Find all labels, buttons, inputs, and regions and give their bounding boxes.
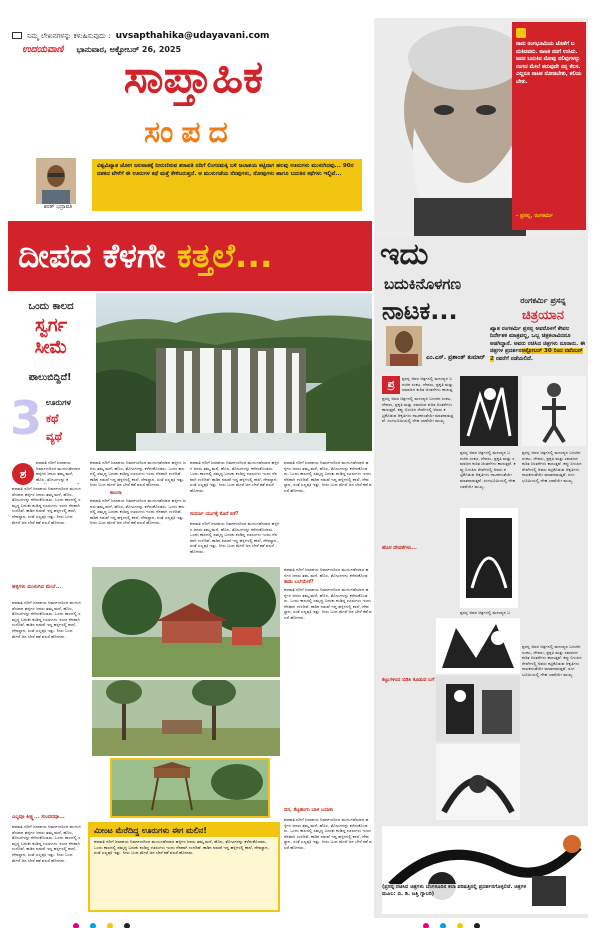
left-col-1-top: ಶರಾವತಿ ನದಿಗೆ ಜಲಾಶಯ ನಿರ್ಮಾಣದಿಂದ ಮುಳುಗಡೆಯಾದ ಹಳ್ಳಿಗಳ ಜನರು ತಮ್ಮ ಮನೆ, ಹೊಲ, ತೋಟಗಳನ್ನು ಕ [36,460,81,482]
masthead-contact [12,23,372,41]
reg-dot-cyan-2 [440,923,446,928]
reg-dot-magenta [73,923,79,928]
reporter-name: ಶರತ್ ಭದ್ರಾವತಿ [43,204,73,210]
side-label-4: ಪಾಲುಬಿದ್ದಿದೆ! [28,372,72,383]
reporter-illustration [36,158,76,204]
right-sub-1: ಹೊಸ ದೇವತೆಗಳು... [382,545,417,551]
left-col-1: ಶರಾವತಿ ನದಿಗೆ ಜಲಾಶಯ ನಿರ್ಮಾಣದಿಂದ ಮುಳುಗಡೆಯಾದ ಹಳ್ಳಿಗಳ ಜನರು ತಮ್ಮ ಮನೆ, ಹೊಲ, ತೋಟಗಳನ್ನು ಕಳೆದುಕೊಂಡರು. ಒಂದು ಕಾಲದಲ್ಲಿ ಸಮೃದ್ಧ ಬದುಕು ಕಂಡಿದ್ದ ಊರುಗಳು ಇಂದು ನೆನಪಾಗಿ ಉಳಿದಿವೆ. ಕಾಡಿನ ನಡುವೆ ಇದ್ದ ಹಳ್ಳಿಗಳಲ್ಲಿ ಶಾಲೆ, ದೇವಸ್ಥಾನ, ಸಂತೆ ಎಲ್ಲವೂ ಇತ್ತು. ನೀರು ಬಂದ ಮೇಲೆ ಜನ ಬೇರೆ ಕಡೆ ವಲಸೆ ಹೋದರು. [12,486,81,525]
left-col-2: ಶರಾವತಿ ನದಿಗೆ ಜಲಾಶಯ ನಿರ್ಮಾಣದಿಂದ ಮುಳುಗಡೆಯಾದ ಹಳ್ಳಿಗಳ ಜನರು ತಮ್ಮ ಮನೆ, ಹೊಲ, ತೋಟಗಳನ್ನು ಕಳೆದುಕೊಂಡರು. ಒಂದು ಕಾಲದಲ್ಲಿ ಸಮೃದ್ಧ ಬದುಕು ಕಂಡಿದ್ದ ಊರುಗಳು ಇಂದು ನೆನಪಾಗಿ ಉಳಿದಿವೆ. ಕಾಡಿನ ನಡುವೆ ಇದ್ದ ಹಳ್ಳಿಗಳಲ್ಲಿ ಶಾಲೆ, ದೇವಸ್ಥಾನ, ಸಂತೆ ಎಲ್ಲವೂ ಇತ್ತು. ನೀರು ಬಂದ ಮೇಲೆ ಜನ ಬೇರೆ ಕಡೆ ವಲಸೆ ಹೋದರು. [90,460,186,488]
waterfall-illustration [96,293,372,451]
reg-dot-black [124,923,130,928]
quote-mark-icon [516,28,526,38]
left-col-3b: ಶರಾವತಿ ನದಿಗೆ ಜಲಾಶಯ ನಿರ್ಮಾಣದಿಂದ ಮುಳುಗಡೆಯಾದ ಹಳ್ಳಿಗಳ ಜನರು ತಮ್ಮ ಮನೆ, ಹೊಲ, ತೋಟಗಳನ್ನು ಕಳೆದುಕೊಂಡರು. ಒಂದು ಕಾಲದಲ್ಲಿ ಸಮೃದ್ಧ ಬದುಕು ಕಂಡಿದ್ದ ಊರುಗಳು ಇಂದು ನೆನಪಾಗಿ ಉಳಿದಿವೆ. ಕಾಡಿನ ನಡುವೆ ಇದ್ದ ಹಳ್ಳಿಗಳಲ್ಲಿ ಶಾಲೆ, ದೇವಸ್ಥಾನ, ಸಂತೆ ಎಲ್ಲವೂ ಇತ್ತು. ನೀರು ಬಂದ ಮೇಲೆ ಜನ ಬೇರೆ ಕಡೆ ವಲಸೆ ಹೋದರು. [190,521,280,554]
right-reporter-illustration [386,326,422,366]
issue-date: ಭಾನುವಾರ, ಅಕ್ಟೋಬರ್ 26, 2025 [76,45,182,54]
right-col-1: ಪ್ರಸನ್ನ ಅವರ ಚಿತ್ರಗಳಲ್ಲಿ ಮನುಷ್ಯನ ಬದುಕಿನ ಸಂಕಟ, ದೇವರು, ಪ್ರಕೃತಿ ಮತ್ತು ಸಮಾಜದ ಕುರಿತ ಚಿಂತನೆಗಳು ಕಾಣುತ್ತ [402,376,453,393]
watchtower-illustration [112,760,268,816]
right-headline-3: ನಾಟಕ... [382,297,458,325]
sketch-illustration-2 [522,376,586,446]
quote-text: ನಾನು ರಂಗಭೂಮಿಯ ಜೊತೆಗೆ ಬದುಕಿದವನು. ನಾಟಕ ನನಗೆ ಉಸಿರು. ಜನರ ಬದುಕಿನ ನೋವು ನಲಿವುಗಳನ್ನು ರಂಗದ ಮೇಲೆ ತರುವುದೇ ನನ್ನ ಕೆಲಸ. ಎಲ್ಲರೂ ನಾಟಕ ನೋಡಬೇಕು, ಕಲಿಯಬೇಕು. [516,41,582,85]
left-col-4: ಶರಾವತಿ ನದಿಗೆ ಜಲಾಶಯ ನಿರ್ಮಾಣದಿಂದ ಮುಳುಗಡೆಯಾದ ಹಳ್ಳಿಗಳ ಜನರು ತಮ್ಮ ಮನೆ, ಹೊಲ, ತೋಟಗಳನ್ನು ಕಳೆದುಕೊಂಡರು. ಒಂದು ಕಾಲದಲ್ಲಿ ಸಮೃದ್ಧ ಬದುಕು ಕಂಡಿದ್ದ ಊರುಗಳು ಇಂದು ನೆನಪಾಗಿ ಉಳಿದಿವೆ. ಕಾಡಿನ ನಡುವೆ ಇದ್ದ ಹಳ್ಳಿಗಳಲ್ಲಿ ಶಾಲೆ, ದೇವಸ್ಥಾನ, ಸಂತೆ ಎಲ್ಲವೂ ಇತ್ತು. ನೀರು ಬಂದ ಮೇಲೆ ಜನ ಬೇರೆ ಕಡೆ ವಲಸೆ ಹೋದರು. [284,460,372,493]
side-label-2: ಸ್ವರ್ಗ [35,315,67,336]
right-col-3: ಪ್ರಸನ್ನ ಅವರ ಚಿತ್ರಗಳಲ್ಲಿ ಮನುಷ್ಯನ ಬದುಕಿನ ಸಂಕಟ, ದೇವರು, ಪ್ರಕೃತಿ ಮತ್ತು ಸಮಾಜದ ಕುರಿತ ಚಿಂತನೆಗಳು ಕಾಣುತ್ತವೆ. ಕಪ್ಪು ಬಿಳುಪಿನ ರೇಖೆಗಳಲ್ಲಿ ಅವರು ಕಟ್ಟಿಕೊಡುವ ಆಕೃತಿಗಳು ನಾಟಕದಂತೆಯೇ ಮಾತನಾಡುತ್ತವೆ. ರಂಗಭೂಮಿಯಲ್ಲಿ ದೇಹ ಭಾಷೆಯೇ ಮುಖ್ಯ. [522,450,582,483]
left-intro: ವಿಶ್ವವಿಖ್ಯಾತ ಜೋಗ ಜಲಪಾತಕ್ಕೆ ನೀರುಣಿಸುವ ಶರಾವತಿ ನದಿಗೆ ಲಿಂಗನಮಕ್ಕಿ ಬಳಿ ಜಲಾಶಯ ಕಟ್ಟಿದಾಗ ಹಲವು ಊರುಗಳು ಮುಳುಗಿದವು... 90ರ ದಶಕದ ವೇಳೆಗೆ ಈ ಊರುಗಳ ಕಥೆ ಮತ್ತೆ ಕೇಳಿಬರುತ್ತದೆ. ಆ ಮುಳುಗಡೆಯ ನೆನಪುಗಳು, ನೋವುಗಳು ಹಾಗೂ ಬದುಕಿನ ಕಥೆಗಳು ಇಲ್ಲಿವೆ... [92,159,362,211]
sketch-2 [522,376,586,446]
left-sub-6: ವನ, ಕೆಟ್ಟಹಂಗು ಬಾಳ ಬದುಕು [284,807,334,813]
watchtower-photo [110,758,270,818]
right-headline-5: ಚಿತ್ರಯಾನ [522,308,564,323]
sketch-1 [460,376,518,446]
right-intro [490,326,586,370]
right-intro-text: ಖ್ಯಾತ ರಂಗಕರ್ಮಿ ಪ್ರಸನ್ನ ಅವರೊಳಗೆ ಕೇವಲ ನಿರ್ದೇಶಕ ಮಾತ್ರವಲ್ಲ, ಒಬ್ಬ ಚಿತ್ರಕಲಾವಿದನೂ ಅಡಗಿದ್ದಾನೆ. ಅವರು ರಚಿಸಿದ ಚಿತ್ರಗಳು ನೂರಾರು. ಈ ಚಿತ್ರಗಳ ಪ್ರದರ್ಶನ [490,326,586,355]
registration-marks-right [420,914,560,924]
right-dropcap: ಪ್ರ [382,376,400,394]
left-headline [8,221,372,291]
masthead-subtitle: ಸಂಪದ [144,115,236,150]
sketch-illustration-5 [436,676,520,742]
left-col-3: ಶರಾವತಿ ನದಿಗೆ ಜಲಾಶಯ ನಿರ್ಮಾಣದಿಂದ ಮುಳುಗಡೆಯಾದ ಹಳ್ಳಿಗಳ ಜನರು ತಮ್ಮ ಮನೆ, ಹೊಲ, ತೋಟಗಳನ್ನು ಕಳೆದುಕೊಂಡರು. ಒಂದು ಕಾಲದಲ್ಲಿ ಸಮೃದ್ಧ ಬದುಕು ಕಂಡಿದ್ದ ಊರುಗಳು ಇಂದು ನೆನಪಾಗಿ ಉಳಿದಿವೆ. ಕಾಡಿನ ನಡುವೆ ಇದ್ದ ಹಳ್ಳಿಗಳಲ್ಲಿ ಶಾಲೆ, ದೇವಸ್ಥಾನ, ಸಂತೆ ಎಲ್ಲವೂ ಇತ್ತು. ನೀರು ಬಂದ ಮೇಲೆ ಜನ ಬೇರೆ ಕಡೆ ವಲಸೆ ಹೋದರು. [190,460,280,493]
left-sub-5: ಎಲ್ಲವೂ ತೀಕ್ಷ್ಣ... ಸುಂದರವೂ... [12,814,65,820]
sketch-5 [436,676,520,742]
reg-dot-yellow-2 [457,923,463,928]
village-photo-1 [92,567,280,677]
sketch-6 [436,744,520,820]
sketch-illustration-1 [460,376,518,446]
box-text: ಶರಾವತಿ ನದಿಗೆ ಜಲಾಶಯ ನಿರ್ಮಾಣದಿಂದ ಮುಳುಗಡೆಯಾದ ಹಳ್ಳಿಗಳ ಜನರು ತಮ್ಮ ಮನೆ, ಹೊಲ, ತೋಟಗಳನ್ನು ಕಳೆದುಕೊಂಡರು. ಒಂದು ಕಾಲದಲ್ಲಿ ಸಮೃದ್ಧ ಬದುಕು ಕಂಡಿದ್ದ ಊರುಗಳು ಇಂದು ನೆನಪಾಗಿ ಉಳಿದಿವೆ. ಕಾಡಿನ ನಡುವೆ ಇದ್ದ ಹಳ್ಳಿಗಳಲ್ಲಿ ಶಾಲೆ, ದೇವಸ್ಥಾನ, ಸಂತೆ ಎಲ್ಲವೂ ಇತ್ತು. ನೀರು ಬಂದ ಮೇಲೆ ಜನ ಬೇರೆ ಕಡೆ ವಲಸೆ ಹೋದರು. [94,839,269,856]
village-illustration-1 [92,567,280,677]
registration-marks-left [70,914,310,924]
reg-dot-cyan [90,923,96,928]
side-number: 3 [10,391,43,445]
sketch-illustration-6 [436,744,520,820]
contact-email[interactable]: uvsapthahika@udayavani.com [115,31,270,41]
side-label-6: ಕಥೆ [46,412,59,425]
right-col-2b: ಪ್ರಸನ್ನ ಅವರ ಚಿತ್ರಗಳಲ್ಲಿ ಮನುಷ್ಯನ ಬ [460,610,511,615]
sketch-illustration-3 [460,508,518,608]
left-col-1c: ಶರಾವತಿ ನದಿಗೆ ಜಲಾಶಯ ನಿರ್ಮಾಣದಿಂದ ಮುಳುಗಡೆಯಾದ ಹಳ್ಳಿಗಳ ಜನರು ತಮ್ಮ ಮನೆ, ಹೊಲ, ತೋಟಗಳನ್ನು ಕಳೆದುಕೊಂಡರು. ಒಂದು ಕಾಲದಲ್ಲಿ ಸಮೃದ್ಧ ಬದುಕು ಕಂಡಿದ್ದ ಊರುಗಳು ಇಂದು ನೆನಪಾಗಿ ಉಳಿದಿವೆ. ಕಾಡಿನ ನಡುವೆ ಇದ್ದ ಹಳ್ಳಿಗಳಲ್ಲಿ ಶಾಲೆ, ದೇವಸ್ಥಾನ, ಸಂತೆ ಎಲ್ಲವೂ ಇತ್ತು. ನೀರು ಬಂದ ಮೇಲೆ ಜನ ಬೇರೆ ಕಡೆ ವಲಸೆ ಹೋದರು. [12,824,81,863]
side-label-3: ಸೀಮೆ [34,337,68,358]
right-sub-2: ಕಟ್ಟುಗಳಿಂದ ಬಿಡಿಸಿ ಕೂಡುವ ಬಗೆ [382,677,435,683]
side-label-1: ಒಂದು ಕಾಲದ [28,301,74,312]
left-sub-3: ಸುವರ್ಣ ಯುಗಕ್ಕೆ ಕೊನೆ ಏಕೆ? [190,511,239,517]
paper-name: ಉದಯವಾಣಿ [22,44,64,55]
left-dropcap: ಶ [12,463,34,485]
side-label-7: ವ್ಯಥೆ [46,430,63,443]
headline-part-b: ಕತ್ತಲೆ... [177,236,273,275]
right-col-2: ಪ್ರಸನ್ನ ಅವರ ಚಿತ್ರಗಳಲ್ಲಿ ಮನುಷ್ಯನ ಬದುಕಿನ ಸಂಕಟ, ದೇವರು, ಪ್ರಕೃತಿ ಮತ್ತು ಸಮಾಜದ ಕುರಿತ ಚಿಂತನೆಗಳು ಕಾಣುತ್ತವೆ. ಕಪ್ಪು ಬಿಳುಪಿನ ರೇಖೆಗಳಲ್ಲಿ ಅವರು ಕಟ್ಟಿಕೊಡುವ ಆಕೃತಿಗಳು ನಾಟಕದಂತೆಯೇ ಮಾತನಾಡುತ್ತವೆ. ರಂಗಭೂಮಿಯಲ್ಲಿ ದೇಹ ಭಾಷೆಯೇ ಮುಖ್ಯ. [460,450,516,489]
left-sub-2: ಕಾಲರಾ [110,490,122,496]
mail-icon [12,32,22,39]
reporter-byline [32,204,84,211]
left-col-5: ಶರಾವತಿ ನದಿಗೆ ಜಲಾಶಯ ನಿರ್ಮಾಣದಿಂದ ಮುಳುಗಡೆಯಾದ ಹಳ್ಳಿಗಳ ಜನರು ತಮ್ಮ ಮನೆ, ಹೊಲ, ತೋಟಗಳನ್ನು ಕಳೆದುಕೊಂಡರು. ಒಂದು ಕಾಲದಲ್ಲಿ ಸಮೃದ್ಧ ಬದುಕು ಕಂಡಿದ್ದ ಊರುಗಳು ಇಂದು ನೆನಪಾಗಿ ಉಳಿದಿವೆ. ಕಾಡಿನ ನಡುವೆ ಇದ್ದ ಹಳ್ಳಿಗಳಲ್ಲಿ ಶಾಲೆ, ದೇವಸ್ಥಾನ, ಸಂತೆ ಎಲ್ಲವೂ ಇತ್ತು. ನೀರು ಬಂದ ಮೇಲೆ ಜನ ಬೇರೆ ಕಡೆ ವಲಸೆ ಹೋದರು. [284,587,372,620]
right-reporter-photo [386,326,422,366]
quote-box [512,22,586,230]
right-intro-end: ರವರೆಗೆ ನಡೆಯಲಿದೆ. [493,355,534,362]
box-title: ಮೀಂಟ ಮೆರೆದಿದ್ದ ಊರುಗಳು ಈಗ ಮಲಿನ! [90,824,278,837]
right-col-3b: ಪ್ರಸನ್ನ ಅವರ ಚಿತ್ರಗಳಲ್ಲಿ ಮನುಷ್ಯನ ಬದುಕಿನ ಸಂಕಟ, ದೇವರು, ಪ್ರಕೃತಿ ಮತ್ತು ಸಮಾಜದ ಕುರಿತ ಚಿಂತನೆಗಳು ಕಾಣುತ್ತವೆ. ಕಪ್ಪು ಬಿಳುಪಿನ ರೇಖೆಗಳಲ್ಲಿ ಅವರು ಕಟ್ಟಿಕೊಡುವ ಆಕೃತಿಗಳು ನಾಟಕದಂತೆಯೇ ಮಾತನಾಡುತ್ತವೆ. ರಂಗಭೂಮಿಯಲ್ಲಿ ದೇಹ ಭಾಷೆಯೇ ಮುಖ್ಯ. [522,644,582,677]
village-photo-2 [92,680,280,756]
left-col-2b: ಶರಾವತಿ ನದಿಗೆ ಜಲಾಶಯ ನಿರ್ಮಾಣದಿಂದ ಮುಳುಗಡೆಯಾದ ಹಳ್ಳಿಗಳ ಜನರು ತಮ್ಮ ಮನೆ, ಹೊಲ, ತೋಟಗಳನ್ನು ಕಳೆದುಕೊಂಡರು. ಒಂದು ಕಾಲದಲ್ಲಿ ಸಮೃದ್ಧ ಬದುಕು ಕಂಡಿದ್ದ ಊರುಗಳು ಇಂದು ನೆನಪಾಗಿ ಉಳಿದಿವೆ. ಕಾಡಿನ ನಡುವೆ ಇದ್ದ ಹಳ್ಳಿಗಳಲ್ಲಿ ಶಾಲೆ, ದೇವಸ್ಥಾನ, ಸಂತೆ ಎಲ್ಲವೂ ಇತ್ತು. ನೀರು ಬಂದ ಮೇಲೆ ಜನ ಬೇರೆ ಕಡೆ ವಲಸೆ ಹೋದರು. [90,498,186,526]
right-headline-1: ಇದು [380,237,429,272]
reg-dot-magenta-2 [423,923,429,928]
right-headline-2: ಬದುಕಿನೊಳಗಣ [384,275,462,293]
left-col-5b: ಶರಾವತಿ ನದಿಗೆ ಜಲಾಶಯ ನಿರ್ಮಾಣದಿಂದ ಮುಳುಗಡೆಯಾದ ಹಳ್ಳಿಗಳ ಜನರು ತಮ್ಮ ಮನೆ, ಹೊಲ, ತೋಟಗಳನ್ನು ಕಳೆದುಕೊಂಡರು. ಒಂದು ಕಾಲದಲ್ಲಿ ಸಮೃದ್ಧ ಬದುಕು ಕಂಡಿದ್ದ ಊರುಗಳು ಇಂದು ನೆನಪಾಗಿ ಉಳಿದಿವೆ. ಕಾಡಿನ ನಡುವೆ ಇದ್ದ ಹಳ್ಳಿಗಳಲ್ಲಿ ಶಾಲೆ, ದೇವಸ್ಥಾನ, ಸಂತೆ ಎಲ್ಲವೂ ಇತ್ತು. ನೀರು ಬಂದ ಮೇಲೆ ಜನ ಬೇರೆ ಕಡೆ ವಲಸೆ ಹೋದರು. [284,817,372,850]
left-box [88,822,280,912]
right-footer-note: (ಪ್ರಸನ್ನ ರಚಿಸಿದ ಚಿತ್ರಗಳು ಬೆಂಗಳೂರಿನ ಕಲಾ ಪರಿಷತ್ತಿನಲ್ಲಿ ಪ್ರದರ್ಶನಗೊಳ್ಳಲಿವೆ. ಚಿತ್ರಗಳ ಮೂಲ: ಬಿ. ಡಿ. ಜತ್ತಿ ಗ್ಯಾಲರಿ) [382,884,532,910]
waterfall-photo [96,293,372,451]
left-col-mid: ಶರಾವತಿ ನದಿಗೆ ಜಲಾಶಯ ನಿರ್ಮಾಣದಿಂದ ಮುಳುಗಡೆಯಾದ ಹಳ್ಳಿಗಳ ಜನರು ತಮ್ಮ ಮನೆ, ಹೊಲ, ತೋಟಗಳನ್ನು ಕಳೆದುಕೊಂಡ [284,567,369,577]
masthead-title: ಸಾಪ್ತಾಹಿಕ [123,50,264,103]
village-illustration-2 [92,680,280,756]
right-headline-4: ರಂಗಕರ್ಮಿ ಪ್ರಸನ್ನ [520,296,566,305]
headline-part-a: ದೀಪದ ಕೆಳಗೇ [18,236,178,275]
left-col-1b: ಶರಾವತಿ ನದಿಗೆ ಜಲಾಶಯ ನಿರ್ಮಾಣದಿಂದ ಮುಳುಗಡೆಯಾದ ಹಳ್ಳಿಗಳ ಜನರು ತಮ್ಮ ಮನೆ, ಹೊಲ, ತೋಟಗಳನ್ನು ಕಳೆದುಕೊಂಡರು. ಒಂದು ಕಾಲದಲ್ಲಿ ಸಮೃದ್ಧ ಬದುಕು ಕಂಡಿದ್ದ ಊರುಗಳು ಇಂದು ನೆನಪಾಗಿ ಉಳಿದಿವೆ. ಕಾಡಿನ ನಡುವೆ ಇದ್ದ ಹಳ್ಳಿಗಳಲ್ಲಿ ಶಾಲೆ, ದೇವಸ್ಥಾನ, ಸಂತೆ ಎಲ್ಲವೂ ಇತ್ತು. ನೀರು ಬಂದ ಮೇಲೆ ಜನ ಬೇರೆ ಕಡೆ ವಲಸೆ ಹೋದರು. [12,600,81,639]
left-sub-1: ಹಳ್ಳಿಗಳು ಮುಳುಗಿದ ಮೇಲೆ... [12,584,62,590]
right-intro-highlight: ಅಕ್ಟೋಬರ್ 30 ರಿಂದ ನವೆಂಬರ್ 2 [490,348,583,362]
reg-dot-yellow [107,923,113,928]
right-reporter-name: ಎಂ.ಎಸ್. ಪ್ರಶಾಂತ್ ಕುಮಾರ್ [426,354,486,361]
right-col-1b: ಪ್ರಸನ್ನ ಅವರ ಚಿತ್ರಗಳಲ್ಲಿ ಮನುಷ್ಯನ ಬದುಕಿನ ಸಂಕಟ, ದೇವರು, ಪ್ರಕೃತಿ ಮತ್ತು ಸಮಾಜದ ಕುರಿತ ಚಿಂತನೆಗಳು ಕಾಣುತ್ತವೆ. ಕಪ್ಪು ಬಿಳುಪಿನ ರೇಖೆಗಳಲ್ಲಿ ಅವರು ಕಟ್ಟಿಕೊಡುವ ಆಕೃತಿಗಳು ನಾಟಕದಂತೆಯೇ ಮಾತನಾಡುತ್ತವೆ. ರಂಗಭೂಮಿಯಲ್ಲಿ ದೇಹ ಭಾಷೆಯೇ ಮುಖ್ಯ. [382,396,454,424]
sketch-4 [436,618,520,674]
reporter-photo [36,158,76,204]
sketch-illustration-4 [436,618,520,674]
side-label-5: ಊರುಗಳ [46,398,71,407]
left-sub-4: ಕಾಡು ಬಲೆಯೇಕೆ? [284,579,314,585]
mail-prefix: ನಿಮ್ಮ ಲೇಖನಗಳನ್ನು ಕಳುಹಿಸುವುದು : [27,32,111,40]
sketch-3 [460,508,518,608]
quote-attribution: - ಪ್ರಸನ್ನ, ರಂಗಕರ್ಮಿ [516,213,553,219]
reg-dot-black-2 [474,923,480,928]
